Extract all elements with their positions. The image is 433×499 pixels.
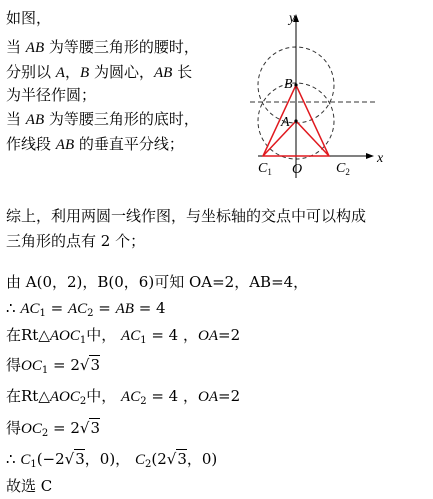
intro-line-2: 当 AB 为等腰三角形的腰时，: [6, 38, 199, 56]
intro-line-6: 作线段 AB 的垂直平分线；: [6, 135, 184, 153]
label-a: A: [281, 115, 290, 130]
intro-line-1: 如图，: [6, 9, 52, 27]
label-x: x: [377, 151, 384, 166]
point-a: [294, 119, 297, 122]
point-b: [294, 83, 297, 86]
solution-line-8: 故选 C: [6, 477, 53, 495]
label-o: O: [292, 162, 303, 177]
summary-line-2: 三角形的点有 2 个；: [6, 232, 146, 250]
intro-line-4: 为半径作圆；: [6, 86, 97, 104]
solution-line-6: 得$OC_2 = 2√3$: [6, 419, 100, 439]
intro-line-5: 当 AB 为等腰三角形的底时，: [6, 110, 199, 128]
segment-ac1: [263, 121, 296, 156]
x-axis-arrow: [366, 153, 374, 159]
intro-line-3: 分别以 A，B 为圆心，AB 长: [6, 63, 193, 81]
summary-line-1: 综上，利用两圆一线作图，与坐标轴的交点中可以构成: [6, 207, 367, 225]
solution-line-3: 在$Rt\triangle AOC_1$中， $AC_1 = 4$ ，OA=2: [6, 326, 241, 346]
label-c1: $C_1$: [258, 161, 272, 177]
label-b: B: [284, 77, 293, 92]
label-c2: $C_2$: [336, 161, 350, 177]
solution-line-7: ∴ $C_1(-2√3$，0)， $C_2(2√3$，0): [6, 450, 218, 470]
solution-line-1: 由 A(0，2)，B(0，6)可知 OA=2，AB=4，: [6, 273, 309, 291]
solution-line-2: ∴ $AC_1 = AC_2$ = AB = 4: [6, 299, 166, 319]
segment-ac2: [296, 121, 329, 156]
solution-line-4: 得$OC_1 = 2√3$: [6, 356, 100, 376]
solution-line-5: 在$Rt\triangle AOC_2$中， $AC_2 = 4$ ，OA=2: [6, 387, 241, 407]
label-y: y: [289, 11, 296, 26]
geometry-figure: [250, 8, 433, 178]
